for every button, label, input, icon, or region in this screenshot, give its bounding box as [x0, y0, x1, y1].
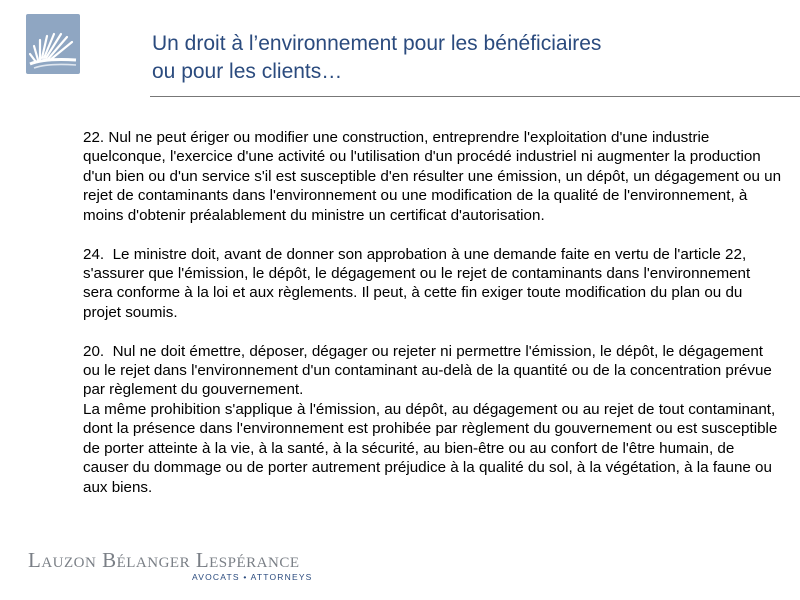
article-paragraph	[83, 342, 783, 400]
article-24	[83, 245, 783, 323]
article-number: 24.	[83, 245, 105, 263]
article-paragraph	[83, 245, 783, 323]
page-title	[152, 30, 772, 86]
article-paragraph-continued: La même prohibition s'applique à l'émission, au dépôt, au dégagement ou au rejet de tout contaminant, dont la présence dans l'environnement est prohibée par règlement du gouvernement ou est susceptible de porter atteinte à la vie, à la santé, à la sécurité, au bien-être ou au confort de l'être humain, de causer du dommage ou de porter autrement préjudice à la qualité du sol, à la végétation, à la faune ou aux biens.	[83, 400, 778, 496]
article-text: Nul ne peut ériger ou modifier une construction, entreprendre l'exploitation d'une industrie quelconque, l'exercice d'une activité ou l'utilisation d'un procédé industriel ni augmenter la production d'un bien ou d'un service s'il est susceptible d'en résulter une émission, un dépôt, un dégagement ou un rejet de contaminants dans l'environnement ou une modification de la qualité de l'environnement, à moins d'obtenir préalablement du ministre un certificat d'autorisation.	[83, 129, 782, 224]
firm-tagline: AVOCATS • ATTORNEYS	[192, 572, 313, 582]
article-number: 22.	[83, 129, 105, 146]
article-paragraph	[83, 128, 783, 225]
page-title-line-2: ou pour les clients…	[152, 60, 343, 83]
title-divider	[150, 96, 800, 97]
article-text: Le ministre doit, avant de donner son approbation à une demande faite en vertu de l'article 22, s'assurer que l'émission, le dépôt, le dégagement ou le rejet de contaminants dans l'environnement sera conforme à la loi et aux règlements. Il peut, à cette fin exiger toute modification du plan ou du projet soumis.	[83, 245, 751, 321]
article-number: 20.	[83, 342, 105, 360]
page-title-line-1: Un droit à l’environnement pour les bénéficiaires	[152, 32, 602, 55]
article-text: Nul ne doit émettre, déposer, dégager ou rejeter ni permettre l'émission, le dépôt, le dégagement ou le rejet dans l'environnement d'un contaminant au-delà de la quantité ou de la concentration prévue par règlement du gouvernement.	[83, 342, 772, 399]
article-20	[83, 342, 783, 497]
firm-name: Lauzon Bélanger Lespérance	[28, 548, 300, 572]
article-22	[83, 128, 783, 225]
firm-logo-icon	[26, 14, 80, 74]
articles-body	[83, 128, 783, 516]
footer-firm-logo	[28, 548, 318, 588]
